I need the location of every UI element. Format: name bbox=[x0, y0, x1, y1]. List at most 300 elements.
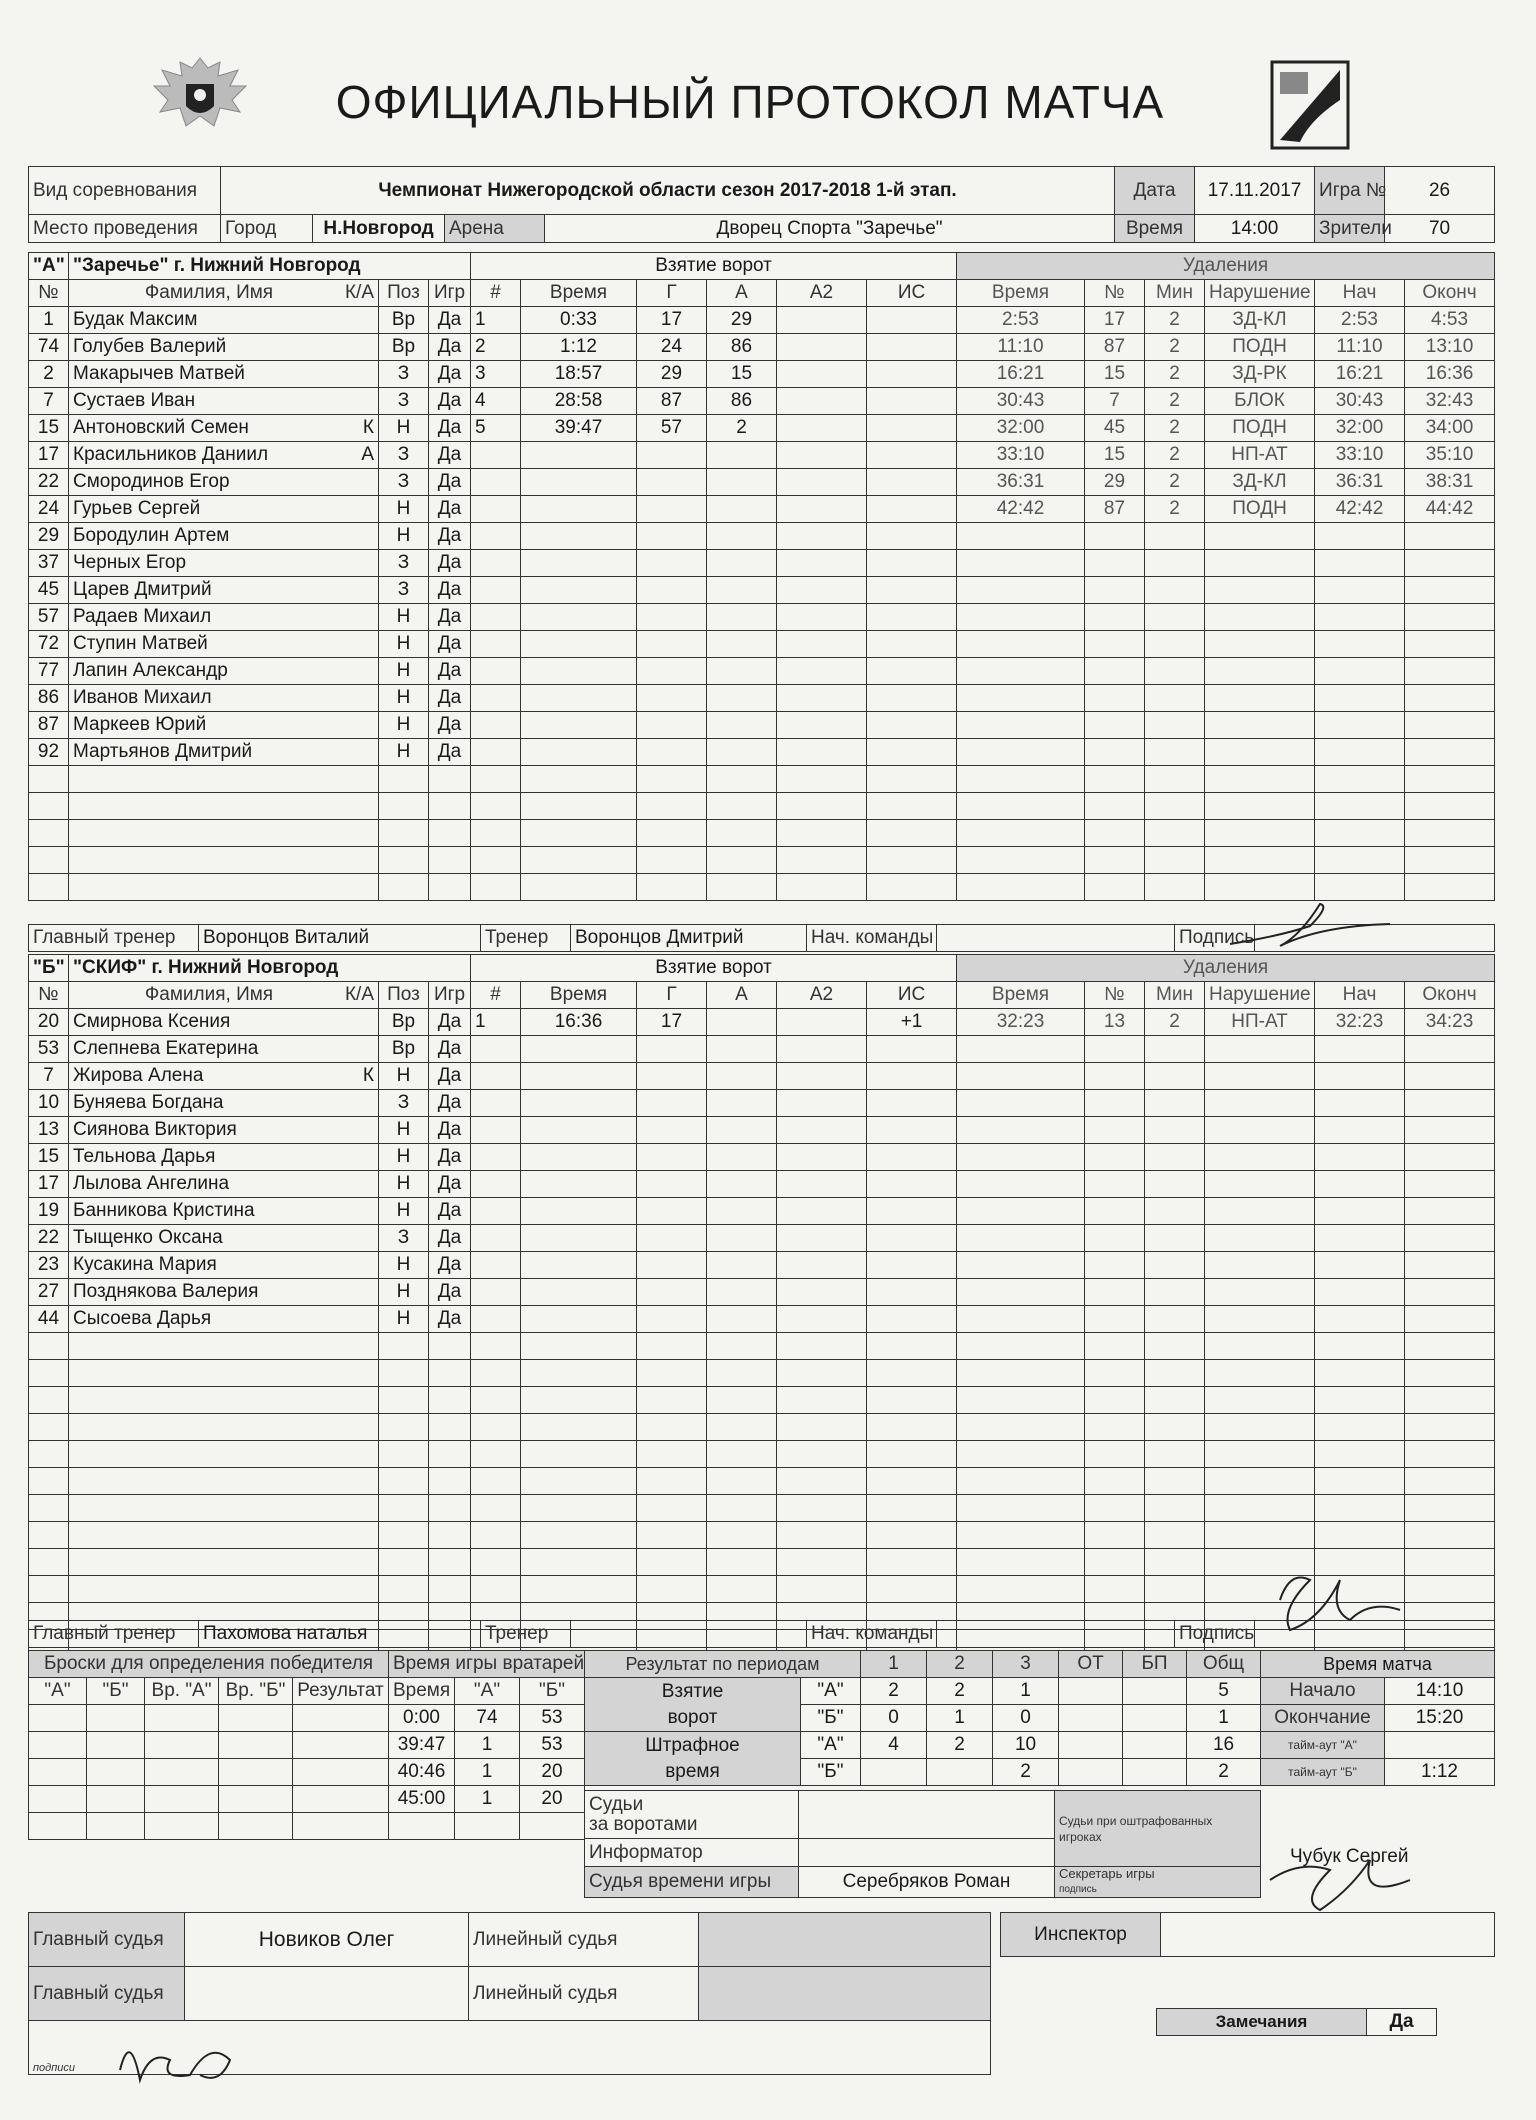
player-name-cell bbox=[69, 1144, 379, 1171]
goal-assist bbox=[707, 820, 777, 847]
goal-row bbox=[471, 1252, 957, 1279]
penalty-row bbox=[957, 1252, 1495, 1279]
penalty-end bbox=[1405, 1117, 1495, 1144]
goal-time bbox=[521, 685, 637, 712]
penalty-end bbox=[1405, 577, 1495, 604]
goal-number bbox=[471, 1576, 521, 1603]
player-name: Сиянова Виктория bbox=[73, 1119, 237, 1140]
player-name: Мартьянов Дмитрий bbox=[73, 741, 253, 762]
goal-situation bbox=[867, 847, 957, 874]
player-name-cell bbox=[69, 1522, 379, 1549]
goal-number bbox=[471, 793, 521, 820]
penalty-player bbox=[1085, 793, 1145, 820]
penalty-start bbox=[1315, 766, 1405, 793]
player-position bbox=[379, 1522, 429, 1549]
goal-scorer bbox=[637, 1333, 707, 1360]
player-name-cell bbox=[69, 1090, 379, 1117]
informer-label: Информатор bbox=[585, 1839, 799, 1867]
goal-situation bbox=[867, 1306, 957, 1333]
penalty-time bbox=[957, 712, 1085, 739]
col-goal-number: # bbox=[471, 982, 521, 1009]
penalty-minutes bbox=[1145, 1306, 1205, 1333]
penalty-time bbox=[957, 523, 1085, 550]
goal-scorer bbox=[637, 550, 707, 577]
player-position: З bbox=[379, 550, 429, 577]
goal-assist bbox=[707, 1117, 777, 1144]
player-name-cell bbox=[69, 1036, 379, 1063]
penalty-start: 42:42 bbox=[1315, 496, 1405, 523]
penalty-row bbox=[957, 1279, 1495, 1306]
penalty-minutes: 2 bbox=[1145, 496, 1205, 523]
goalie-time-cell: 20 bbox=[520, 1786, 585, 1813]
player-row bbox=[29, 1279, 471, 1306]
period-col-3: 3 bbox=[993, 1651, 1059, 1678]
penalty-foul bbox=[1205, 658, 1315, 685]
goal-time bbox=[521, 442, 637, 469]
penalty-time: 2:53 bbox=[957, 307, 1085, 334]
match-end-label: Окончание bbox=[1261, 1705, 1385, 1732]
player-name: Будак Максим bbox=[73, 309, 198, 330]
penalty-row bbox=[957, 1009, 1495, 1036]
player-number: 7 bbox=[29, 1063, 69, 1090]
penalty-time: 30:43 bbox=[957, 388, 1085, 415]
player-name: Смородинов Егор bbox=[73, 471, 230, 492]
player-row bbox=[29, 1333, 471, 1360]
player-number: 17 bbox=[29, 1171, 69, 1198]
penalty-time bbox=[957, 793, 1085, 820]
penalty-end bbox=[1405, 820, 1495, 847]
penalty-foul bbox=[1205, 1144, 1315, 1171]
goalie-time-cell: 39:47 bbox=[389, 1732, 455, 1759]
team-b-penalties bbox=[956, 954, 1495, 1657]
player-number bbox=[29, 847, 69, 874]
player-name-cell bbox=[69, 1495, 379, 1522]
goal-time bbox=[521, 496, 637, 523]
signatures-label: подписи bbox=[29, 2021, 991, 2075]
player-position bbox=[379, 1387, 429, 1414]
goal-time bbox=[521, 847, 637, 874]
player-row bbox=[29, 1171, 471, 1198]
penalty-player bbox=[1085, 1549, 1145, 1576]
penalty-foul bbox=[1205, 1387, 1315, 1414]
player-name: Иванов Михаил bbox=[73, 687, 212, 708]
penalty-row bbox=[957, 523, 1495, 550]
penalty-row bbox=[957, 1036, 1495, 1063]
team-b-coach-label: Тренер bbox=[481, 1621, 571, 1648]
shootout-col-result: Результат bbox=[293, 1678, 389, 1705]
penalty-time: 32:23 bbox=[957, 1009, 1085, 1036]
arena-value: Дворец Спорта "Заречье" bbox=[545, 215, 1115, 243]
player-name: Лапин Александр bbox=[73, 660, 228, 681]
penalty-start bbox=[1315, 847, 1405, 874]
player-name-cell bbox=[69, 1171, 379, 1198]
penalty-end bbox=[1405, 1549, 1495, 1576]
goal-time bbox=[521, 469, 637, 496]
player-name-cell bbox=[69, 1576, 379, 1603]
penalty-end: 4:53 bbox=[1405, 307, 1495, 334]
goal-row bbox=[471, 1333, 957, 1360]
player-number: 23 bbox=[29, 1252, 69, 1279]
goal-row bbox=[471, 1306, 957, 1333]
goal-situation bbox=[867, 1414, 957, 1441]
penalty-time bbox=[957, 1360, 1085, 1387]
goal-assist2 bbox=[777, 1279, 867, 1306]
goal-assist2 bbox=[777, 766, 867, 793]
period-cell: 0 bbox=[993, 1705, 1059, 1732]
penalty-time bbox=[957, 1576, 1085, 1603]
penalty-start bbox=[1315, 1441, 1405, 1468]
penalty-minutes bbox=[1145, 631, 1205, 658]
player-name: Гурьев Сергей bbox=[73, 498, 201, 519]
period-cell: 16 bbox=[1187, 1732, 1261, 1759]
penalty-minutes bbox=[1145, 1117, 1205, 1144]
goalie-time-table bbox=[388, 1650, 585, 1840]
goal-row bbox=[471, 739, 957, 766]
penalty-minutes: 2 bbox=[1145, 361, 1205, 388]
goal-assist2 bbox=[777, 388, 867, 415]
team-a-sign-label: Подпись bbox=[1175, 925, 1255, 952]
player-name: Бородулин Артем bbox=[73, 525, 230, 546]
goal-time: 18:57 bbox=[521, 361, 637, 388]
team-b-name: "СКИФ" г. Нижний Новгород bbox=[69, 955, 471, 982]
penalty-foul bbox=[1205, 1063, 1315, 1090]
goal-situation bbox=[867, 604, 957, 631]
player-played: Да bbox=[429, 604, 471, 631]
team-a-head-coach-label: Главный тренер bbox=[29, 925, 199, 952]
player-name-cell bbox=[69, 847, 379, 874]
player-position: Н bbox=[379, 739, 429, 766]
player-played: Да bbox=[429, 496, 471, 523]
player-played: Да bbox=[429, 442, 471, 469]
penalty-time bbox=[957, 1387, 1085, 1414]
goal-time: 28:58 bbox=[521, 388, 637, 415]
player-name: Черных Егор bbox=[73, 552, 187, 573]
goalie-time-cell bbox=[389, 1813, 455, 1840]
col-goal-time: Время bbox=[521, 280, 637, 307]
period-row-team: "А" bbox=[801, 1732, 861, 1759]
penalty-end: 34:00 bbox=[1405, 415, 1495, 442]
goal-scorer bbox=[637, 712, 707, 739]
player-played bbox=[429, 1360, 471, 1387]
player-position: З bbox=[379, 1225, 429, 1252]
goalie-time-title: Время игры вратарей bbox=[389, 1651, 585, 1678]
goal-time bbox=[521, 1306, 637, 1333]
period-cell bbox=[861, 1759, 927, 1786]
player-row bbox=[29, 307, 471, 334]
goal-scorer: 29 bbox=[637, 361, 707, 388]
goal-assist bbox=[707, 1333, 777, 1360]
team-a-goals-title: Взятие ворот bbox=[471, 253, 957, 280]
goal-scorer bbox=[637, 1171, 707, 1198]
penalty-player bbox=[1085, 874, 1145, 901]
goal-assist2 bbox=[777, 1144, 867, 1171]
period-col-total: Общ bbox=[1187, 1651, 1261, 1678]
goal-situation bbox=[867, 496, 957, 523]
goal-row bbox=[471, 1036, 957, 1063]
penalty-player bbox=[1085, 1090, 1145, 1117]
goal-assist bbox=[707, 577, 777, 604]
goal-row bbox=[471, 1009, 957, 1036]
player-name: Позднякова Валерия bbox=[73, 1281, 259, 1302]
penalty-minutes bbox=[1145, 847, 1205, 874]
player-played bbox=[429, 793, 471, 820]
goal-situation bbox=[867, 550, 957, 577]
periods-pim-label-2: время bbox=[665, 1760, 720, 1782]
player-played bbox=[429, 820, 471, 847]
timekeeper-label: Судья времени игры bbox=[585, 1867, 799, 1898]
penalty-minutes bbox=[1145, 712, 1205, 739]
penalty-time bbox=[957, 1441, 1085, 1468]
player-name: Кусакина Мария bbox=[73, 1254, 217, 1275]
goal-number bbox=[471, 1306, 521, 1333]
goal-assist2 bbox=[777, 1414, 867, 1441]
goal-assist2 bbox=[777, 1576, 867, 1603]
penalty-player bbox=[1085, 1414, 1145, 1441]
penalty-minutes: 2 bbox=[1145, 1009, 1205, 1036]
penalty-time bbox=[957, 1198, 1085, 1225]
penalty-end bbox=[1405, 1414, 1495, 1441]
penalty-minutes bbox=[1145, 793, 1205, 820]
goal-scorer bbox=[637, 1063, 707, 1090]
penalty-start: 33:10 bbox=[1315, 442, 1405, 469]
player-played: Да bbox=[429, 1009, 471, 1036]
goal-time bbox=[521, 874, 637, 901]
period-cell: 2 bbox=[993, 1759, 1059, 1786]
player-position bbox=[379, 1468, 429, 1495]
time-label: Время bbox=[1115, 215, 1195, 243]
player-position bbox=[379, 820, 429, 847]
player-row bbox=[29, 1306, 471, 1333]
goal-row bbox=[471, 469, 957, 496]
penalty-start bbox=[1315, 1063, 1405, 1090]
penalty-player bbox=[1085, 739, 1145, 766]
goal-situation bbox=[867, 1333, 957, 1360]
penalty-time bbox=[957, 685, 1085, 712]
period-cell bbox=[1059, 1678, 1123, 1705]
team-b-roster bbox=[28, 954, 471, 1657]
goal-situation bbox=[867, 307, 957, 334]
player-name-cell bbox=[69, 1387, 379, 1414]
period-cell: 4 bbox=[861, 1732, 927, 1759]
col-pen-end: Оконч bbox=[1405, 280, 1495, 307]
penalty-end bbox=[1405, 1171, 1495, 1198]
player-position: Н bbox=[379, 631, 429, 658]
player-played: Да bbox=[429, 550, 471, 577]
col-goal-situation: ИС bbox=[867, 982, 957, 1009]
penalty-start bbox=[1315, 1279, 1405, 1306]
penalty-end bbox=[1405, 1522, 1495, 1549]
team-b-head-coach: Пахомова наталья bbox=[199, 1621, 481, 1648]
goal-assist2 bbox=[777, 469, 867, 496]
period-cell: 1 bbox=[993, 1678, 1059, 1705]
goal-row bbox=[471, 685, 957, 712]
goal-row bbox=[471, 1441, 957, 1468]
penalty-start: 32:23 bbox=[1315, 1009, 1405, 1036]
player-name-cell bbox=[69, 469, 379, 496]
col-number: № bbox=[29, 982, 69, 1009]
player-name-cell bbox=[69, 550, 379, 577]
goalie-time-cell: 74 bbox=[455, 1705, 520, 1732]
player-played: Да bbox=[429, 1144, 471, 1171]
goal-scorer bbox=[637, 577, 707, 604]
match-time-table bbox=[1260, 1650, 1495, 1786]
city-label: Город bbox=[221, 215, 313, 243]
goal-situation bbox=[867, 793, 957, 820]
goal-scorer bbox=[637, 496, 707, 523]
penalty-foul bbox=[1205, 523, 1315, 550]
player-row bbox=[29, 1063, 471, 1090]
penalty-time: 16:21 bbox=[957, 361, 1085, 388]
player-played: Да bbox=[429, 388, 471, 415]
player-number bbox=[29, 793, 69, 820]
player-row bbox=[29, 712, 471, 739]
penalty-end bbox=[1405, 523, 1495, 550]
player-played: Да bbox=[429, 712, 471, 739]
goal-scorer bbox=[637, 1441, 707, 1468]
penalty-player: 15 bbox=[1085, 442, 1145, 469]
col-name: Фамилия, Имя bbox=[144, 282, 274, 303]
penalty-row bbox=[957, 307, 1495, 334]
goal-situation bbox=[867, 739, 957, 766]
player-played bbox=[429, 1549, 471, 1576]
penalty-time: 32:00 bbox=[957, 415, 1085, 442]
player-played bbox=[429, 1387, 471, 1414]
penalty-end: 32:43 bbox=[1405, 388, 1495, 415]
goal-time bbox=[521, 766, 637, 793]
goal-scorer bbox=[637, 1522, 707, 1549]
period-col-ot: ОТ bbox=[1059, 1651, 1123, 1678]
date-label: Дата bbox=[1115, 167, 1195, 215]
penalty-minutes: 2 bbox=[1145, 442, 1205, 469]
player-row bbox=[29, 469, 471, 496]
date-value: 17.11.2017 bbox=[1195, 167, 1315, 215]
goal-number bbox=[471, 1495, 521, 1522]
player-played: Да bbox=[429, 307, 471, 334]
penalty-player: 13 bbox=[1085, 1009, 1145, 1036]
periods-pim-label: Штрафное bbox=[645, 1734, 740, 1756]
goal-assist2 bbox=[777, 1522, 867, 1549]
goal-time bbox=[521, 1225, 637, 1252]
goal-assist bbox=[707, 739, 777, 766]
player-number bbox=[29, 1360, 69, 1387]
penalty-foul bbox=[1205, 577, 1315, 604]
goal-number bbox=[471, 1117, 521, 1144]
player-row bbox=[29, 415, 471, 442]
penalty-time bbox=[957, 577, 1085, 604]
goal-row bbox=[471, 1198, 957, 1225]
penalty-minutes bbox=[1145, 658, 1205, 685]
goal-situation bbox=[867, 577, 957, 604]
goal-row bbox=[471, 361, 957, 388]
player-number: 22 bbox=[29, 469, 69, 496]
player-row bbox=[29, 1252, 471, 1279]
goal-scorer bbox=[637, 1576, 707, 1603]
period-col-so: БП bbox=[1123, 1651, 1187, 1678]
penalty-time bbox=[957, 658, 1085, 685]
timeout-b-value: 1:12 bbox=[1385, 1759, 1495, 1786]
penalty-player bbox=[1085, 1576, 1145, 1603]
goal-time bbox=[521, 1252, 637, 1279]
penalty-start bbox=[1315, 1225, 1405, 1252]
player-name-cell bbox=[69, 361, 379, 388]
goal-situation bbox=[867, 1090, 957, 1117]
player-position bbox=[379, 1441, 429, 1468]
goal-scorer bbox=[637, 604, 707, 631]
penalty-player bbox=[1085, 1036, 1145, 1063]
penalty-end bbox=[1405, 793, 1495, 820]
goal-assist: 86 bbox=[707, 334, 777, 361]
goal-number bbox=[471, 523, 521, 550]
period-cell bbox=[1123, 1732, 1187, 1759]
linesman-label: Линейный судья bbox=[469, 1913, 699, 1967]
player-position bbox=[379, 1333, 429, 1360]
goal-scorer bbox=[637, 1090, 707, 1117]
penalty-end bbox=[1405, 604, 1495, 631]
penalty-minutes bbox=[1145, 550, 1205, 577]
period-cell: 1 bbox=[1187, 1705, 1261, 1732]
penalty-row bbox=[957, 1441, 1495, 1468]
goal-row bbox=[471, 1522, 957, 1549]
goal-time bbox=[521, 1441, 637, 1468]
penalty-row bbox=[957, 415, 1495, 442]
player-row bbox=[29, 1225, 471, 1252]
goal-assist2 bbox=[777, 361, 867, 388]
player-number bbox=[29, 1387, 69, 1414]
player-number bbox=[29, 874, 69, 901]
goal-time bbox=[521, 631, 637, 658]
goal-scorer bbox=[637, 685, 707, 712]
player-position: Н bbox=[379, 1063, 429, 1090]
player-position: Н bbox=[379, 1252, 429, 1279]
penalty-foul bbox=[1205, 1360, 1315, 1387]
player-row bbox=[29, 550, 471, 577]
goal-assist2 bbox=[777, 1495, 867, 1522]
team-b-goals-title: Взятие ворот bbox=[471, 955, 957, 982]
goal-scorer bbox=[637, 1198, 707, 1225]
goal-situation bbox=[867, 1171, 957, 1198]
penalty-player bbox=[1085, 1279, 1145, 1306]
penalty-start bbox=[1315, 523, 1405, 550]
penalty-player bbox=[1085, 1441, 1145, 1468]
player-name: Царев Дмитрий bbox=[73, 579, 212, 600]
penalty-player: 7 bbox=[1085, 388, 1145, 415]
penalty-row bbox=[957, 1522, 1495, 1549]
penalty-time: 36:31 bbox=[957, 469, 1085, 496]
player-row bbox=[29, 685, 471, 712]
player-row bbox=[29, 1495, 471, 1522]
team-a-goals bbox=[470, 252, 957, 901]
player-number: 7 bbox=[29, 388, 69, 415]
period-col-1: 1 bbox=[861, 1651, 927, 1678]
goal-time bbox=[521, 739, 637, 766]
player-row bbox=[29, 523, 471, 550]
player-position bbox=[379, 793, 429, 820]
col-pen-number: № bbox=[1085, 280, 1145, 307]
linesman2-label: Линейный судья bbox=[469, 1967, 699, 2021]
player-played bbox=[429, 1441, 471, 1468]
goal-time bbox=[521, 1090, 637, 1117]
player-row bbox=[29, 658, 471, 685]
player-played: Да bbox=[429, 1252, 471, 1279]
player-number: 37 bbox=[29, 550, 69, 577]
player-number: 22 bbox=[29, 1225, 69, 1252]
penalty-minutes bbox=[1145, 1549, 1205, 1576]
penalty-end bbox=[1405, 631, 1495, 658]
goal-assist: 86 bbox=[707, 388, 777, 415]
penalty-end bbox=[1405, 1090, 1495, 1117]
goal-situation bbox=[867, 820, 957, 847]
goalie-time-row bbox=[389, 1732, 585, 1759]
